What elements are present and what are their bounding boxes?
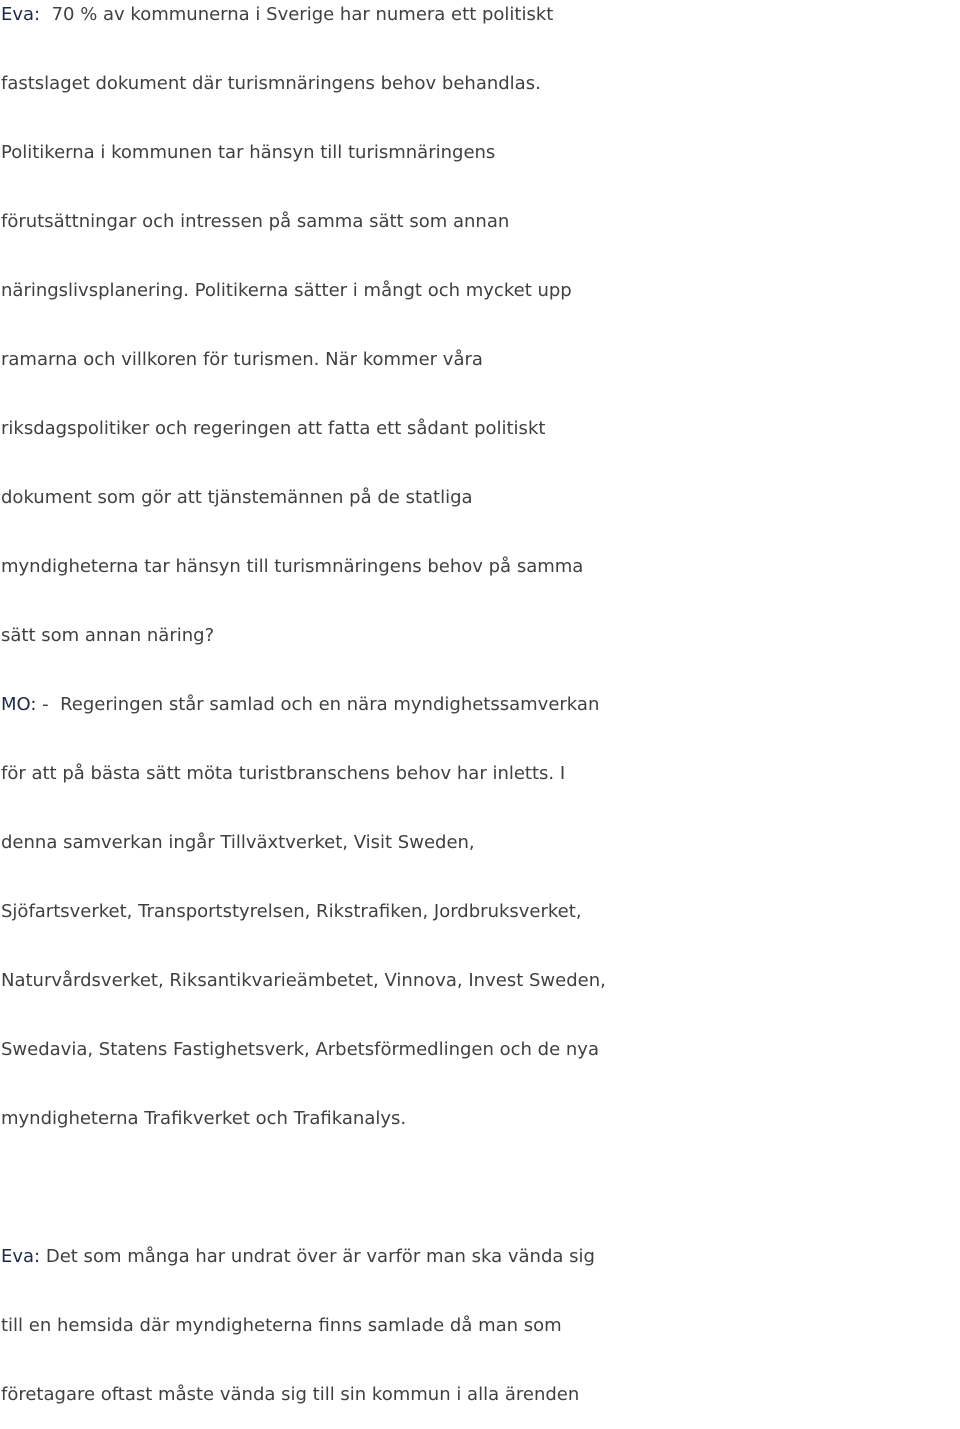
text-line: Eva: Det som många har undrat över är varför man ska vända sig (1, 1246, 595, 1267)
text-line: förutsättningar och intressen på samma sätt som annan (1, 211, 510, 232)
text-line: Naturvårdsverket, Riksantikvarieämbetet, Vinnova, Invest Sweden, (1, 970, 606, 991)
text-line: näringslivsplanering. Politikerna sätter i mångt och mycket upp (1, 280, 572, 301)
paragraph-mo-answer (1, 670, 959, 1153)
text-line: denna samverkan ingår Tillväxtverket, Visit Sweden, (1, 832, 475, 853)
text-line: sätt som annan näring? (1, 625, 215, 646)
text-line: dokument som gör att tjänstemännen på de statliga (1, 487, 473, 508)
speaker-label: MO: (1, 694, 37, 715)
text-line: Eva: 70 % av kommunerna i Sverige har numera ett politiskt (1, 4, 554, 25)
text-line: fastslaget dokument där turismnäringens behov behandlas. (1, 73, 541, 94)
speaker-label: Eva: (1, 4, 41, 25)
text-line: riksdagspolitiker och regeringen att fatta ett sådant politiskt (1, 418, 546, 439)
paragraph-eva-question (1, 0, 959, 670)
text-line: till en hemsida där myndigheterna finns samlade då man som (1, 1315, 562, 1336)
text-line: ramarna och villkoren för turismen. När kommer våra (1, 349, 483, 370)
text-line: företagare oftast måste vända sig till sin kommun i alla ärenden (1, 1384, 580, 1405)
document-page (1, 0, 959, 1429)
text-line: för att på bästa sätt möta turistbranschens behov har inletts. I (1, 763, 566, 784)
text-line: Swedavia, Statens Fastighetsverk, Arbetsförmedlingen och de nya (1, 1039, 599, 1060)
speaker-label: Eva: (1, 1246, 41, 1267)
text-line: MO: - Regeringen står samlad och en nära myndighetssamverkan (1, 694, 600, 715)
paragraph-spacer (1, 1153, 959, 1222)
text-line: myndigheterna Trafikverket och Trafikanalys. (1, 1108, 407, 1129)
text-line: Politikerna i kommunen tar hänsyn till turismnäringens (1, 142, 496, 163)
paragraph-eva-followup (1, 1222, 959, 1429)
text-line: myndigheterna tar hänsyn till turismnäringens behov på samma (1, 556, 584, 577)
text-line: Sjöfartsverket, Transportstyrelsen, Rikstrafiken, Jordbruksverket, (1, 901, 582, 922)
